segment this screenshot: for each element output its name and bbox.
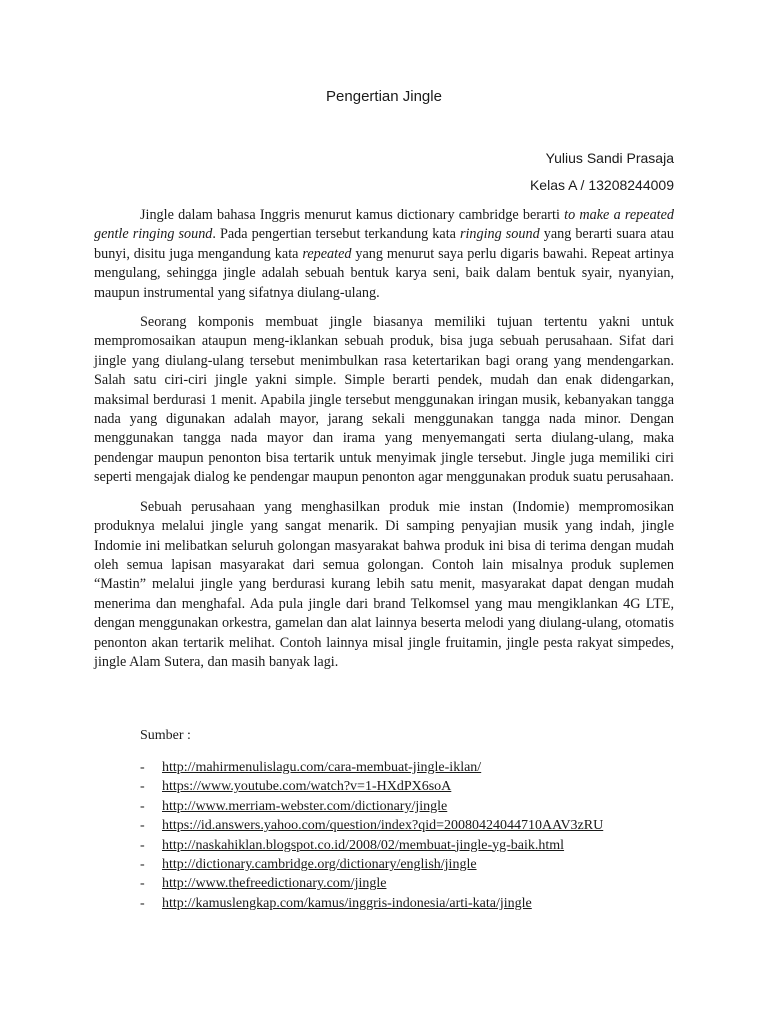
source-link[interactable]: http://www.merriam-webster.com/dictionary/jingle: [162, 798, 448, 814]
bullet-dash: -: [140, 837, 145, 853]
source-item: [140, 777, 700, 796]
paragraph-characteristics: Seorang komponis membuat jingle biasanya memiliki tujuan tertentu yakni untuk mempromosaikan ataupun meng-iklankan sebuah produk, bisa juga sebuah perusahaan. Sifat dari jingle yang diulang-ulang tersebut menimbulkan rasa ketertarikan bagi orang yang mendengarkan. Salah satu ciri-ciri jingle yakni simple. Simple berarti pendek, mudah dan enak didengarkan, maksimal berdurasi 1 menit. Apabila jingle tersebut menggunakan iringan musik, kebanyakan tangga nada yang digunakan adalah mayor, jarang sekali menggunakan tangga nada minor. Dengan menggunakan tangga nada mayor dan irama yang menyemangati serta diulang-ulang, maka pendengar maupun penonton bisa tertarik untuk menyimak jingle tersebut. Jingle juga memiliki ciri seperti mengajak dialog ke pendengar maupun penonton agar menggunakan produk suatu perusahaan.: [94, 314, 674, 486]
paragraph-text: Jingle dalam bahasa Inggris menurut kamus dictionary cambridge berarti: [140, 207, 565, 223]
source-item: [140, 855, 700, 874]
document-title: Pengertian Jingle: [326, 88, 442, 105]
paragraph-text: yang berarti suara atau bunyi, disitu juga mengandung kata: [94, 226, 674, 262]
sources-label: Sumber :: [140, 728, 191, 743]
source-link[interactable]: https://id.answers.yahoo.com/question/index?qid=20080424044710AAV3zRU: [162, 818, 604, 834]
bullet-dash: -: [140, 779, 145, 795]
source-link[interactable]: http://kamuslengkap.com/kamus/inggris-indonesia/arti-kata/jingle: [162, 895, 532, 911]
bullet-dash: -: [140, 856, 145, 872]
source-item: [140, 758, 700, 777]
paragraph-text: yang menurut saya perlu digaris bawahi. Repeat artinya mengulang, sehingga jingle adalah sebuah bentuk karya seni, baik dalam bentuk syair, nyanyian, maupun instrumental yang sifatnya diulang-ulang.: [94, 245, 674, 301]
bullet-dash: -: [140, 798, 145, 814]
source-link[interactable]: http://naskahiklan.blogspot.co.id/2008/02/membuat-jingle-yg-baik.html: [162, 837, 565, 853]
source-link[interactable]: http://dictionary.cambridge.org/dictionary/english/jingle: [162, 856, 477, 872]
author-name: Yulius Sandi Prasaja: [545, 150, 674, 166]
source-item: [140, 836, 700, 855]
source-item: [140, 894, 700, 913]
bullet-dash: -: [140, 876, 145, 892]
paragraph-definition: [94, 206, 674, 303]
document-body: [94, 206, 674, 682]
italic-phrase: to make a repeated gentle ringing sound: [94, 207, 674, 243]
bullet-dash: -: [140, 760, 145, 775]
source-link[interactable]: http://mahirmenulislagu.com/cara-membuat-jingle-iklan/: [162, 760, 482, 775]
bullet-dash: -: [140, 818, 145, 834]
italic-phrase: repeated: [302, 245, 352, 262]
sources-section: [140, 728, 700, 913]
author-class-info: Kelas A / 13208244009: [529, 177, 674, 193]
paragraph-examples: Sebuah perusahaan yang menghasilkan produk mie instan (Indomie) mempromosikan produknya melalui jingle yang sangat menarik. Di samping penyajian musik yang indah, jingle Indomie ini melibatkan seluruh golongan masyarakat bahwa produk ini bisa di terima dengan mudah oleh semua lapisan masyarakat dari semua golongan. Contoh lain misalnya produk suplemen “Mastin” melalui jingle yang berdurasi kurang lebih satu menit, masyarakat dapat dengan mudah menerima dan menghafal. Ada pula jingle dari brand Telkomsel yang mau mengiklankan 4G LTE, dengan menggunakan orkestra, gamelan dan alat lainnya beserta melodi yang diulang-ulang, otomatis penonton akan tertarik melihat. Contoh lainnya misal jingle fruitamin, jingle pesta rakyat simpedes, jingle Alam Sutera, dan masih banyak lagi.: [94, 498, 674, 670]
source-link[interactable]: http://www.thefreedictionary.com/jingle: [162, 876, 387, 892]
paragraph-text: . Pada pengertian tersebut terkandung kata: [212, 226, 460, 243]
source-list: [140, 758, 700, 913]
source-item: [140, 797, 700, 816]
italic-phrase: ringing sound: [459, 226, 540, 243]
source-link[interactable]: https://www.youtube.com/watch?v=1-HXdPX6soA: [162, 779, 452, 795]
source-item: [140, 874, 700, 893]
source-item: [140, 816, 700, 835]
bullet-dash: -: [140, 895, 145, 911]
